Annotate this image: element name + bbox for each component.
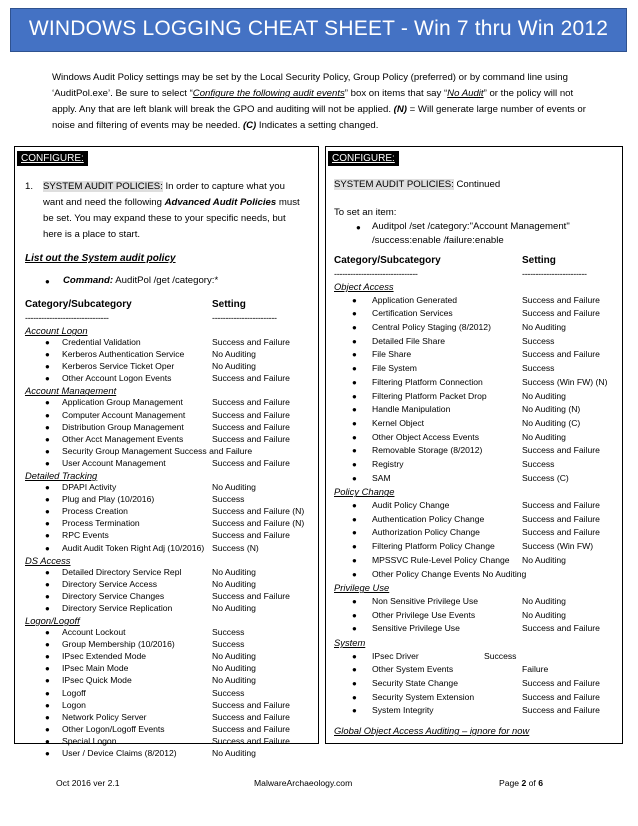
policy-setting: Success and Failure — [522, 677, 600, 688]
section-text-3: be set. You may expand these to your specific needs, but — [43, 213, 286, 224]
bullet-icon: ● — [352, 377, 357, 387]
bullet-icon: ● — [352, 501, 357, 510]
policy-name: User / Device Claims (8/2012) — [62, 748, 177, 758]
policy-name: IPsec Driver — [372, 650, 419, 661]
policy-setting: Success and Failure — [212, 699, 290, 710]
policy-name: Security Group Management Success and Failure — [62, 445, 253, 456]
col-header-setting: Setting — [212, 299, 246, 310]
policy-name: Authorization Policy Change — [372, 527, 480, 538]
bullet-icon: ● — [352, 542, 357, 552]
bullet-icon: ● — [352, 706, 357, 716]
intro-line-2: ‘AuditPol.exe’. Be sure to select “Configure the following audit events” box on items that say “No Audit” or the policy will not — [52, 88, 574, 99]
bullet-icon: ● — [352, 418, 357, 428]
policy-setting: Success and Failure — [212, 373, 290, 384]
policy-setting: Success — [522, 335, 555, 346]
bullet-icon: ● — [45, 712, 50, 722]
policy-name: Other Object Access Events — [372, 431, 479, 442]
policy-setting: Success (Win FW) (N) — [522, 376, 608, 387]
policy-name: File Share — [372, 349, 412, 360]
bullet-icon: ● — [45, 483, 50, 492]
policy-name: Sensitive Privilege Use — [372, 623, 460, 634]
policy-setting: Success — [212, 639, 245, 650]
section-heading: SYSTEM AUDIT POLICIES: In order to capture what you — [43, 181, 285, 192]
bullet-icon: ● — [45, 362, 50, 372]
policy-setting: Success and Failure — [212, 530, 290, 541]
section-heading: SYSTEM AUDIT POLICIES: Continued — [334, 179, 501, 190]
right-panel — [325, 146, 623, 744]
policy-setting: Success and Failure — [212, 457, 290, 468]
policy-setting: Success — [212, 494, 245, 505]
bullet-icon: ● — [45, 736, 50, 746]
policy-setting: Success and Failure (N) — [212, 506, 305, 517]
divider-setting: ------------------------ — [212, 313, 277, 323]
footer-page-number: Page 2 of 6 — [499, 778, 543, 788]
command-line: Command: AuditPol /get /category:* — [63, 275, 219, 286]
policy-name: Security State Change — [372, 677, 458, 688]
divider-category: ------------------------------- — [334, 269, 418, 279]
policy-setting: Success (Win FW) — [522, 541, 594, 552]
bullet-icon: ● — [45, 628, 50, 637]
policy-setting: Success and Failure — [212, 723, 290, 734]
policy-setting: Success and Failure (N) — [212, 518, 305, 529]
policy-setting: Success and Failure — [522, 308, 600, 319]
policy-setting: Success and Failure — [522, 294, 600, 305]
title-banner — [10, 8, 627, 52]
bullet-icon: ● — [45, 507, 50, 517]
policy-setting: No Auditing (N) — [522, 404, 581, 415]
bullet-icon: ● — [45, 664, 50, 674]
policy-setting: No Auditing — [212, 651, 256, 662]
policy-name: Other Acct Management Events — [62, 433, 184, 444]
policy-name: Removable Storage (8/2012) — [372, 445, 483, 456]
bullet-icon: ● — [352, 569, 357, 579]
intro-line-4: noise and filtering of events may be needed. (C) Indicates a setting changed. — [52, 120, 379, 131]
bullet-icon: ● — [352, 528, 357, 538]
policy-name: Logoff — [62, 687, 86, 698]
bullet-icon: ● — [45, 495, 50, 505]
policy-name: SAM — [372, 472, 391, 483]
category-detailed-tracking: Detailed Tracking — [25, 470, 98, 481]
policy-setting: No Auditing — [212, 482, 256, 492]
bullet-icon: ● — [352, 323, 357, 332]
bullet-icon: ● — [352, 391, 357, 401]
policy-name: Audit Audit Token Right Adj (10/2016) — [62, 542, 205, 553]
policy-setting: Success and Failure — [212, 337, 290, 347]
policy-name: Central Policy Staging (8/2012) — [372, 322, 491, 332]
policy-setting: Success and Failure — [522, 349, 600, 360]
bullet-icon: ● — [352, 514, 357, 524]
policy-name: Certification Services — [372, 308, 453, 319]
policy-name: Special Logon — [62, 735, 117, 746]
policy-name: Authentication Policy Change — [372, 513, 485, 524]
policy-setting: Success — [522, 459, 555, 469]
policy-setting: No Auditing — [522, 322, 566, 332]
policy-setting: Success and Failure — [212, 590, 290, 601]
policy-setting: Success and Failure — [522, 445, 600, 456]
bullet-icon: ● — [352, 678, 357, 688]
policy-setting: No Auditing — [212, 566, 256, 577]
footer-version: Oct 2016 ver 2.1 — [56, 778, 120, 788]
policy-setting: Success and Failure — [522, 527, 600, 538]
policy-name: DPAPI Activity — [62, 482, 117, 492]
policy-setting: Success and Failure — [212, 421, 290, 432]
section-number: 1. — [25, 181, 34, 192]
policy-setting: No Auditing — [212, 748, 256, 758]
policy-name: IPsec Quick Mode — [62, 675, 132, 686]
bullet-icon: ● — [45, 603, 50, 613]
policy-name: User Account Management — [62, 457, 166, 468]
policy-name: Computer Account Management — [62, 409, 186, 420]
col-header-category: Category/Subcategory — [25, 299, 132, 310]
bullet-icon: ● — [45, 688, 50, 698]
bullet-icon: ● — [45, 374, 50, 384]
bullet-icon: ● — [45, 338, 50, 347]
policy-setting: No Auditing — [212, 675, 256, 686]
policy-setting: No Auditing — [212, 578, 256, 589]
intro-line-1: Windows Audit Policy settings may be set by the Local Security Policy, Group Policy (preferred) or by command line using — [52, 72, 568, 83]
policy-setting: No Auditing — [212, 602, 256, 613]
policy-setting: Success and Failure — [212, 711, 290, 722]
configure-label: CONFIGURE: — [328, 151, 399, 166]
policy-name: Filtering Platform Connection — [372, 376, 483, 387]
policy-setting: Success and Failure — [522, 513, 600, 524]
category-ds-access: DS Access — [25, 554, 71, 566]
bullet-icon: ● — [45, 700, 50, 710]
bullet-icon: ● — [45, 676, 50, 686]
policy-name: Detailed File Share — [372, 335, 446, 346]
bullet-icon: ● — [45, 410, 50, 420]
divider-setting: ------------------------ — [522, 269, 587, 279]
section-text-2: want and need the following Advanced Audit Policies must — [43, 197, 300, 208]
policy-setting: Success (C) — [522, 472, 569, 483]
policy-name: File System — [372, 363, 417, 374]
policy-setting: Success — [212, 627, 245, 637]
policy-name: Kernel Object — [372, 417, 425, 428]
bullet-icon: ● — [352, 364, 357, 374]
bullet-icon: ● — [352, 651, 357, 661]
policy-name: IPsec Main Mode — [62, 663, 129, 674]
policy-name: Directory Service Changes — [62, 590, 165, 601]
bullet-icon: ● — [45, 640, 50, 650]
divider-category: ------------------------------- — [25, 313, 109, 323]
command-line-2: /success:enable /failure:enable — [372, 235, 504, 246]
policy-name: Other Privilege Use Events — [372, 609, 476, 620]
policy-setting: No Auditing — [212, 349, 256, 360]
bullet-icon: ● — [352, 624, 357, 634]
policy-setting: No Auditing — [522, 431, 566, 442]
policy-name: MPSSVC Rule-Level Policy Change — [372, 554, 510, 565]
category-privilege-use: Privilege Use — [334, 582, 390, 594]
bullet-icon: ● — [352, 610, 357, 620]
policy-setting: No Auditing — [522, 609, 566, 620]
policy-name: System Integrity — [372, 705, 434, 716]
policy-name: Directory Service Replication — [62, 602, 173, 613]
policy-name: Network Policy Server — [62, 711, 147, 722]
policy-setting: Success — [522, 363, 555, 374]
category-logon-logoff: Logon/Logoff — [25, 615, 80, 626]
policy-name: Other Policy Change Events No Auditing — [372, 568, 527, 579]
list-heading: List out the System audit policy — [25, 253, 176, 264]
policy-name: Security System Extension — [372, 691, 475, 702]
bullet-icon: ● — [352, 336, 357, 346]
policy-name: Filtering Platform Policy Change — [372, 541, 495, 552]
category-account-management: Account Management — [25, 385, 117, 397]
bullet-icon: ● — [356, 223, 361, 232]
bullet-icon: ● — [45, 350, 50, 360]
policy-name: Distribution Group Management — [62, 421, 184, 432]
policy-name: Plug and Play (10/2016) — [62, 494, 155, 505]
policy-name: Credential Validation — [62, 337, 141, 347]
bullet-icon: ● — [45, 458, 50, 468]
policy-name: Detailed Directory Service Repl — [62, 566, 182, 577]
policy-name: Group Membership (10/2016) — [62, 639, 175, 650]
bullet-icon: ● — [45, 531, 50, 541]
bullet-icon: ● — [45, 422, 50, 432]
category-account-logon: Account Logon — [25, 325, 88, 336]
policy-name: Other System Events — [372, 664, 454, 675]
category-policy-change: Policy Change — [334, 486, 395, 498]
bullet-icon: ● — [352, 309, 357, 319]
policy-name: Handle Manipulation — [372, 404, 451, 415]
policy-name: Logon — [62, 699, 86, 710]
policy-name: Audit Policy Change — [372, 500, 450, 510]
policy-setting: No Auditing (C) — [522, 417, 581, 428]
policy-setting: No Auditing — [212, 663, 256, 674]
policy-setting: No Auditing — [212, 361, 256, 372]
policy-setting: No Auditing — [522, 390, 566, 401]
bullet-icon: ● — [352, 295, 357, 305]
bullet-icon: ● — [45, 434, 50, 444]
bullet-icon: ● — [352, 432, 357, 442]
bullet-icon: ● — [352, 405, 357, 415]
policy-name: Registry — [372, 459, 404, 469]
policy-name: Kerberos Authentication Service — [62, 349, 185, 360]
bullet-icon: ● — [45, 567, 50, 577]
policy-setting: Success and Failure — [212, 433, 290, 444]
policy-setting: Success and Failure — [212, 409, 290, 420]
bullet-icon: ● — [352, 665, 357, 675]
policy-name: Application Generated — [372, 294, 458, 305]
bullet-icon: ● — [352, 460, 357, 469]
policy-name: Application Group Management — [62, 397, 183, 408]
policy-setting: No Auditing — [522, 554, 566, 565]
bullet-icon: ● — [352, 596, 357, 606]
policy-name: Filtering Platform Packet Drop — [372, 390, 487, 401]
policy-name: Other Logon/Logoff Events — [62, 723, 165, 734]
policy-setting: Success and Failure — [522, 691, 600, 702]
configure-label: CONFIGURE: — [17, 151, 88, 166]
bullet-icon: ● — [352, 692, 357, 702]
policy-setting: Success (N) — [212, 542, 259, 553]
policy-setting: Success — [484, 650, 517, 661]
col-header-setting: Setting — [522, 255, 556, 266]
policy-setting: Success and Failure — [212, 735, 290, 746]
intro-line-3: apply. Any that are left blank will break the GPO and auditing will not be applied. (N) = Will generate large number of events or — [52, 104, 586, 115]
policy-name: Account Lockout — [62, 627, 126, 637]
page-title: WINDOWS LOGGING CHEAT SHEET - Win 7 thru Win 2012 — [28, 17, 609, 40]
policy-setting: Success and Failure — [212, 397, 290, 408]
policy-name: Process Termination — [62, 518, 140, 529]
policy-name: Directory Service Access — [62, 578, 158, 589]
policy-name: Process Creation — [62, 506, 128, 517]
set-item-label: To set an item: — [334, 207, 397, 218]
bullet-icon: ● — [45, 652, 50, 662]
bullet-icon: ● — [45, 277, 50, 286]
policy-name: RPC Events — [62, 530, 109, 541]
category-system: System — [334, 636, 366, 648]
bullet-icon: ● — [45, 543, 50, 553]
bullet-icon: ● — [352, 555, 357, 565]
bullet-icon: ● — [45, 724, 50, 734]
policy-name: IPsec Extended Mode — [62, 651, 147, 662]
policy-setting: Failure — [522, 664, 549, 675]
left-panel — [14, 146, 319, 758]
bullet-icon: ● — [45, 591, 50, 601]
bullet-icon: ● — [45, 579, 50, 589]
category-object-access: Object Access — [334, 281, 394, 292]
section-text-4: here is a place to start. — [43, 229, 141, 240]
policy-name: Non Sensitive Privilege Use — [372, 595, 479, 606]
command-line-1: Auditpol /set /category:"Account Management" — [372, 221, 570, 232]
bullet-icon: ● — [45, 519, 50, 529]
policy-setting: Success and Failure — [522, 623, 600, 634]
bullet-icon: ● — [352, 473, 357, 483]
policy-name: Kerberos Service Ticket Oper — [62, 361, 175, 372]
policy-setting: No Auditing — [522, 595, 566, 606]
policy-setting: Success — [212, 687, 245, 698]
bullet-icon: ● — [45, 749, 50, 758]
bullet-icon: ● — [45, 398, 50, 408]
bullet-icon: ● — [352, 446, 357, 456]
global-object-access-note: Global Object Access Auditing – ignore for now — [334, 725, 530, 736]
bullet-icon: ● — [352, 350, 357, 360]
policy-setting: Success and Failure — [522, 705, 600, 716]
intro-paragraph — [52, 70, 592, 134]
footer-site: MalwareArchaeology.com — [254, 778, 353, 788]
policy-name: Other Account Logon Events — [62, 373, 172, 384]
col-header-category: Category/Subcategory — [334, 255, 441, 266]
policy-setting: Success and Failure — [522, 500, 600, 510]
bullet-icon: ● — [45, 446, 50, 456]
